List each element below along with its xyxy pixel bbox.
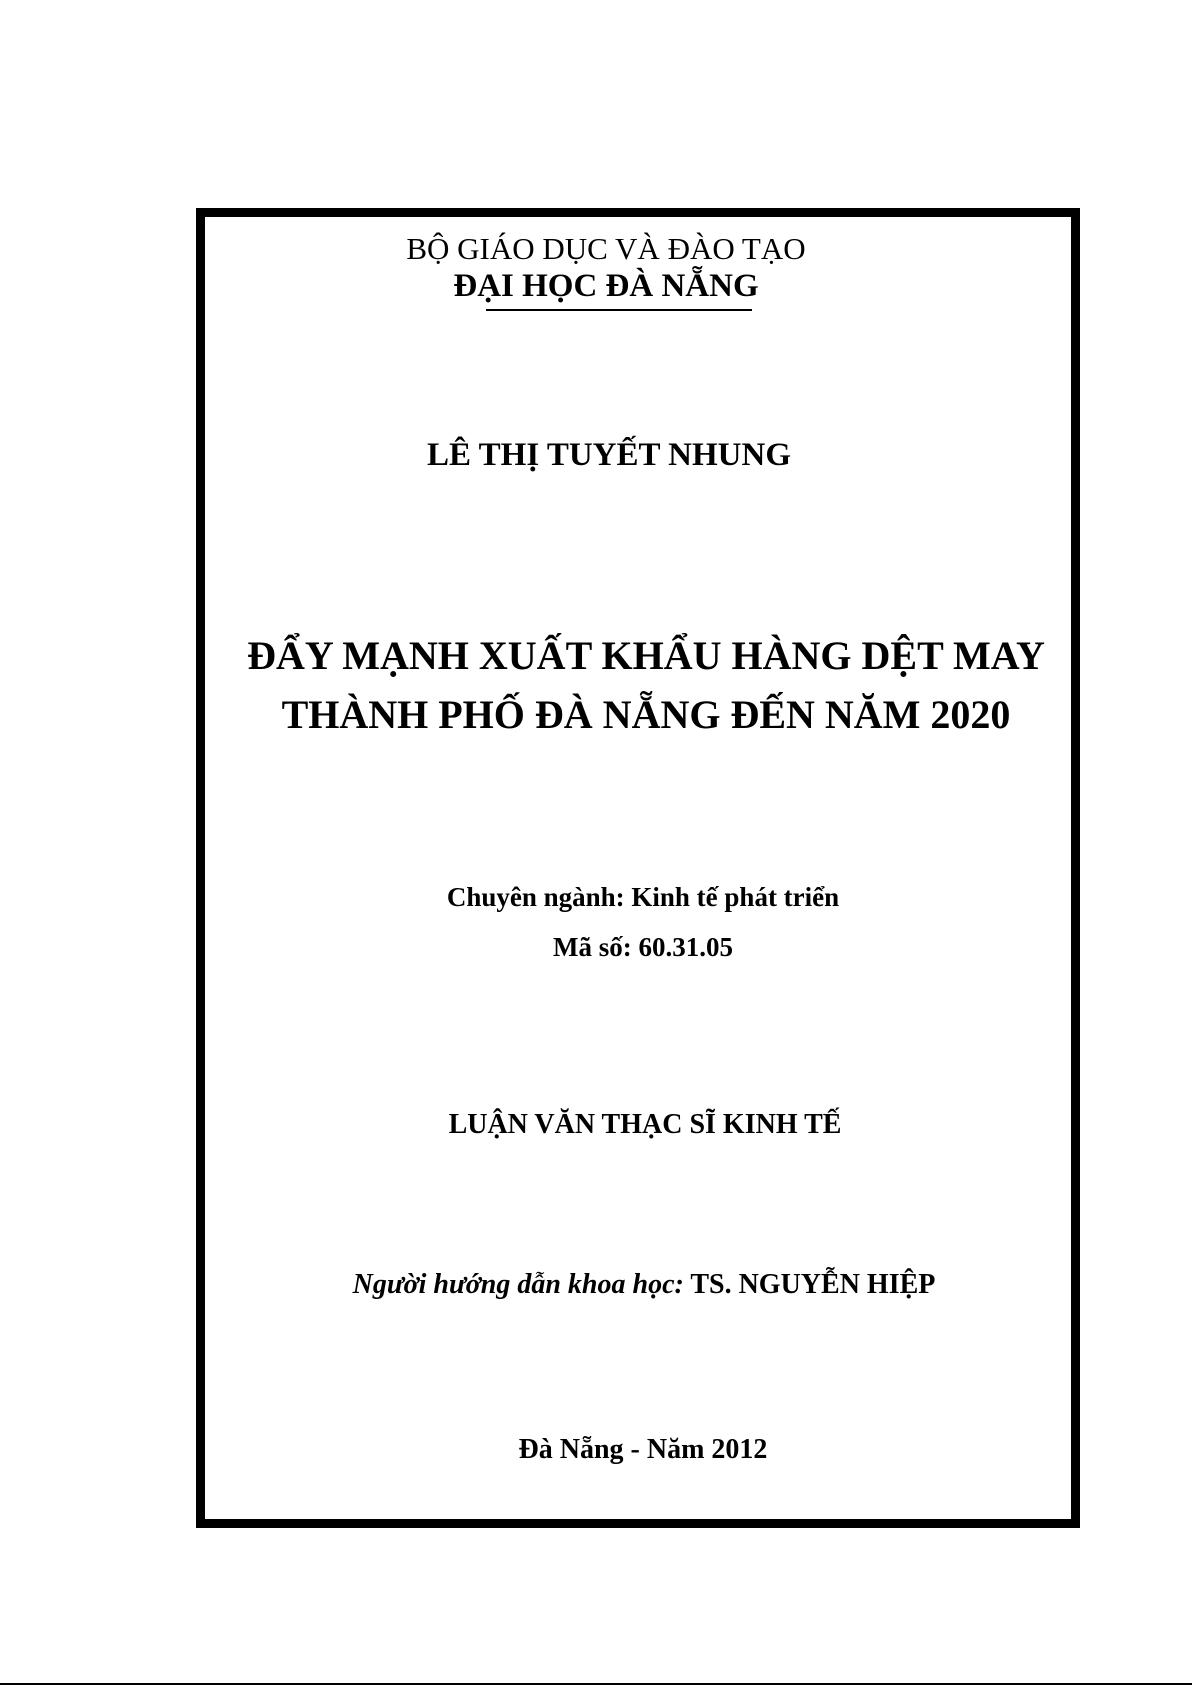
advisor-name: TS. NGUYỄN HIỆP	[690, 1269, 936, 1300]
university-name: ĐẠI HỌC ĐÀ NẴNG	[453, 268, 759, 304]
thesis-title-line-1: ĐẨY MẠNH XUẤT KHẨU HÀNG DỆT MAY	[247, 633, 1045, 678]
ministry-name: BỘ GIÁO DỤC VÀ ĐÀO TẠO	[406, 231, 806, 266]
author-name: LÊ THỊ TUYẾT NHUNG	[426, 437, 792, 473]
university-underline	[486, 309, 752, 311]
thesis-title-line-2: THÀNH PHỐ ĐÀ NẴNG ĐẾN NĂM 2020	[281, 692, 1011, 737]
advisor-line	[48, 1270, 1192, 1301]
degree-type: LUẬN VĂN THẠC SĨ KINH TẾ	[448, 1109, 842, 1140]
major-code: Mã số: 60.31.05	[553, 932, 733, 962]
major-field: Chuyên ngành: Kinh tế phát triển	[446, 882, 840, 912]
place-and-year: Đà Nẵng - Năm 2012	[518, 1434, 768, 1465]
cover-border-frame	[196, 208, 1080, 1528]
advisor-label: Người hướng dẫn khoa học:	[352, 1269, 684, 1300]
